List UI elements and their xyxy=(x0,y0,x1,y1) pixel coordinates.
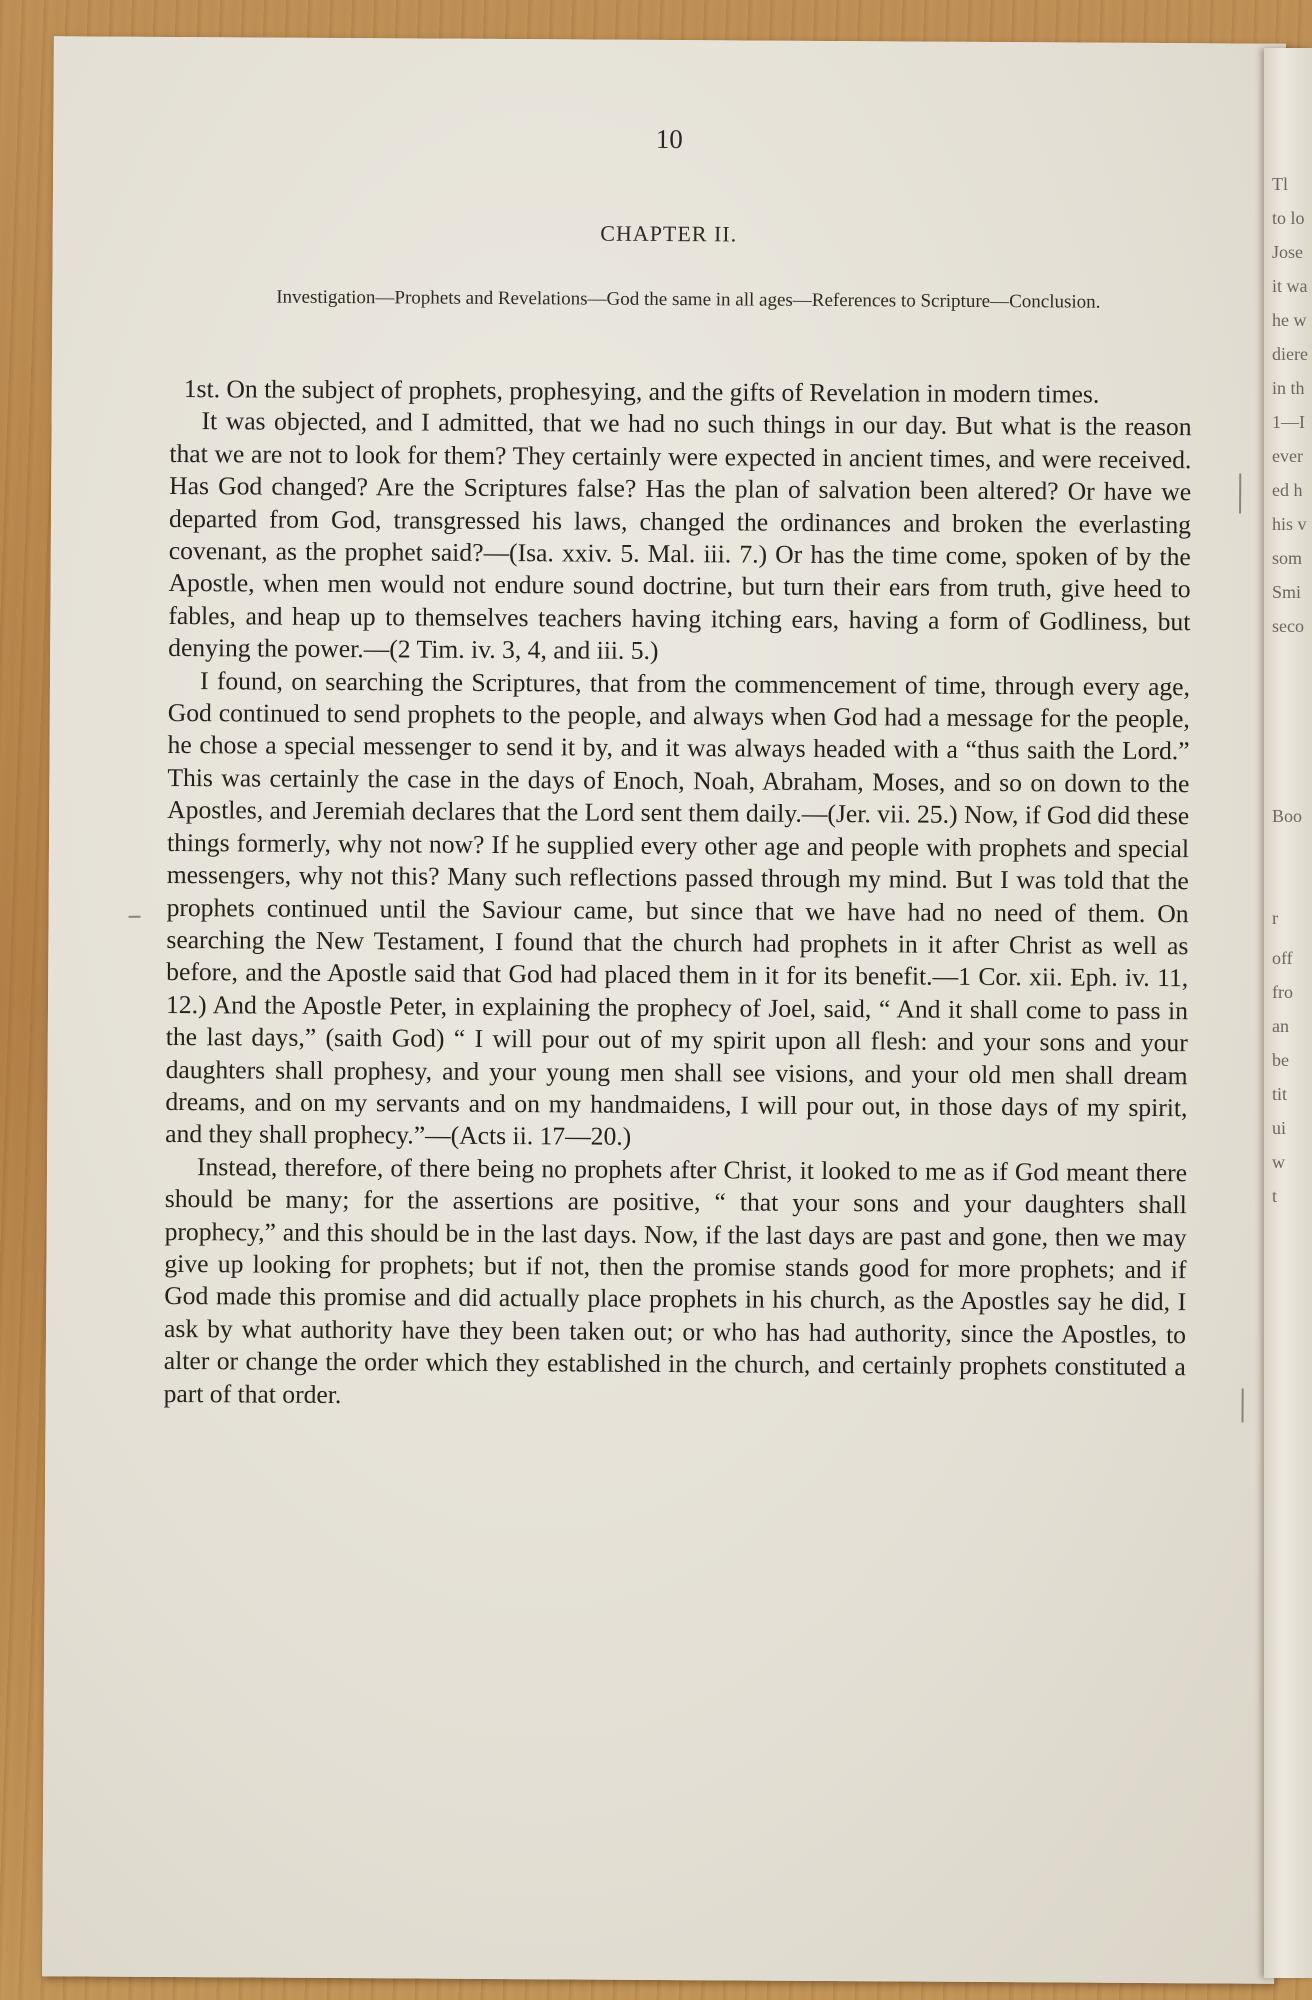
book-page xyxy=(42,36,1286,1983)
paragraph-4: Instead, therefore, of there being no prophets after Christ, it looked to me as if God meant there should be many; for the assertions are positive, “ that your sons and your daughters shall prophecy,” and this should be in the last days. Now, if the last days are past and gone, then we may give up looking for prophets; but if not, then the promise stands good for more prophets; and if God made this promise and did actually place prophets in his church, as the Apostles say he did, I ask by what authority have they been taken out; or who has had authority, since the Apostles, to alter or change the order which they established in the church, and certainly prophets constituted a part of that order. xyxy=(163,1151,1188,1409)
stray-mark xyxy=(1241,1389,1243,1423)
edge-fragment: r xyxy=(1272,908,1278,928)
chapter-title: CHAPTER II. xyxy=(600,220,738,247)
body-text xyxy=(164,373,1192,1416)
edge-fragment: t xyxy=(1272,1186,1278,1206)
edge-fragment: to lo xyxy=(1272,208,1305,228)
edge-fragment: ever xyxy=(1272,446,1303,466)
edge-fragment: he w xyxy=(1272,310,1307,330)
paragraph-3: I found, on searching the Scriptures, that from the commencement of time, through every age, God continued to send prophets to the people, and always when God had a message for the people, he chose a special messenger to send it by, and it was always headed with a “thus saith the Lord.” This was certainly the case in the days of Enoch, Noah, Abraham, Moses, and so on down to the Apostles, and Jeremiah declares that the Lord sent them daily.—(Jer. vii. 25.) Now, if God did these things formerly, why not now? If he supplied every other age and people with prophets and special messengers, why not this? Many such reflections passed through my mind. But I was told that the prophets continued until the Saviour came, but since that we have had no need of them. On searching the New Testament, I found that the church had prophets in it after Christ as well as before, and the Apostle said that God had placed them in it for its benefit.—1 Cor. xii. Eph. iv. 11, 12.) And the Apostle Peter, in explaining the prophecy of Joel, said, “ And it shall come to pass in the last days,” (saith God) “ I will pour out of my spirit upon all flesh: and your sons and your daughters shall prophesy, and your young men shall see visions, and your old men shall dream dreams, and on my servants and on my handmaidens, I will pour out, in those days of my spirit, and they shall prophecy.”—(Acts ii. 17—20.) xyxy=(165,665,1191,1152)
edge-fragment: an xyxy=(1272,1016,1289,1036)
next-page-edge xyxy=(1264,48,1312,1978)
edge-fragment: diere xyxy=(1272,344,1308,364)
page-number: 10 xyxy=(655,123,683,155)
edge-fragment: ed h xyxy=(1272,480,1303,500)
edge-fragment: Tl xyxy=(1272,174,1288,194)
paragraph-1: 1st. On the subject of prophets, prophesying, and the gifts of Revelation in modern times. xyxy=(183,374,1100,409)
stray-mark xyxy=(1239,474,1241,514)
edge-fragment: be xyxy=(1272,1050,1289,1070)
edge-fragment: off xyxy=(1272,948,1293,968)
stray-mark xyxy=(129,916,141,918)
edge-fragment: w xyxy=(1272,1152,1285,1172)
edge-fragment: 1—I xyxy=(1272,412,1305,432)
edge-fragment: ui xyxy=(1272,1118,1287,1138)
edge-fragment: his v xyxy=(1272,514,1307,534)
edge-fragment: fro xyxy=(1272,982,1293,1002)
edge-fragment: seco xyxy=(1272,616,1304,636)
edge-fragment: som xyxy=(1272,548,1303,568)
edge-fragment: tit xyxy=(1272,1084,1288,1104)
chapter-synopsis: Investigation—Prophets and Revelations—God the same in all ages—References to Scripture—Conclusion. xyxy=(276,286,1101,313)
edge-fragment: it wa xyxy=(1272,276,1308,296)
edge-fragment: Boo xyxy=(1272,806,1303,826)
edge-fragment: Jose xyxy=(1272,242,1303,262)
paragraph-2: It was objected, and I admitted, that we had no such things in our day. But what is the reason that we are not to look for them? They certainly were expected in ancient times, and were received. Has God changed? Are the Scriptures false? Has the plan of salvation been altered? Or have we departed from God, transgressed his laws, changed the ordinances and broken the everlasting covenant, as the prophet said?—(Isa. xxiv. 5. Mal. iii. 7.) Or has the time come, spoken of by the Apostle, when men would not endure sound doctrine, but turn their ears from truth, give heed to fables, and heap up to themselves teachers having itching ears, having a form of Godliness, but denying the power.—(2 Tim. iv. 3, 4, and iii. 5.) xyxy=(168,406,1192,666)
edge-fragment: in th xyxy=(1272,378,1305,398)
edge-fragment: Smi xyxy=(1272,582,1302,602)
